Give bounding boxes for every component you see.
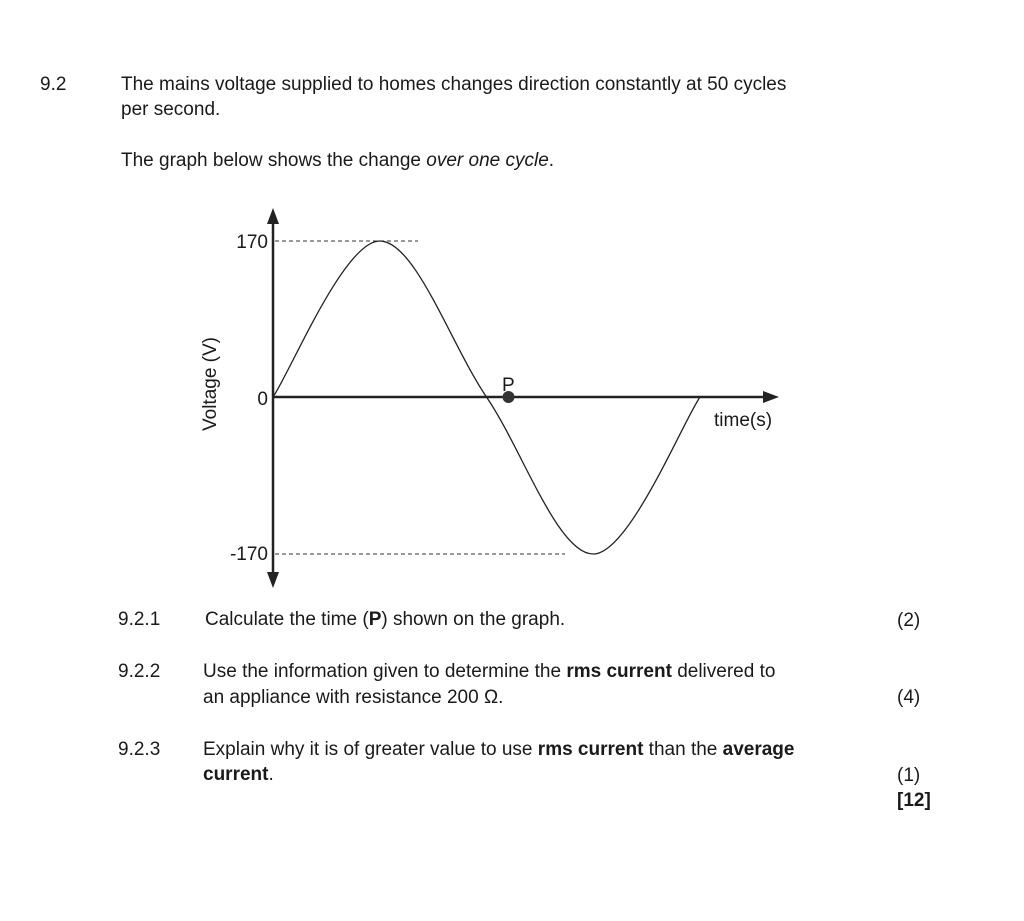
sub-question-text-3-line2 [203, 763, 274, 787]
y-tick-label-minus-170: -170 [229, 544, 268, 565]
y-tick-label-170: 170 [236, 232, 268, 253]
sub-question-number-3: 9.2.3 [118, 739, 161, 760]
question-intro-line1: The mains voltage supplied to homes changes direction constantly at 50 cycles [121, 74, 787, 95]
sub-q3-bold-current: current [203, 764, 269, 785]
sub-q3-bold-average: average [722, 739, 795, 760]
question-intro-line2: per second. [121, 99, 221, 120]
sub-question-text-3-line1 [203, 738, 794, 762]
x-axis-arrow [763, 391, 779, 403]
point-p-label: P [502, 375, 515, 396]
sub-question-number-2: 9.2.2 [118, 661, 161, 682]
sub-question-marks-3: (1) [897, 765, 921, 786]
sub-q3-text-part1: Explain why it is of greater value to use [203, 739, 538, 760]
sub-q3-text-part2: than the [643, 739, 723, 760]
sub-q1-text-part2: ) shown on the graph. [381, 609, 566, 630]
question-number: 9.2 [40, 74, 67, 95]
sub-q3-text-period: . [268, 764, 274, 785]
sub-q2-text-part2: delivered to [671, 661, 776, 682]
sub-question-text-2-line1 [203, 660, 775, 684]
graph-intro-suffix: . [548, 150, 555, 171]
y-axis-label: Voltage (V) [200, 337, 221, 431]
y-axis-arrow-up [267, 208, 279, 224]
sub-question-text-2-line2: an appliance with resistance 200 Ω. [203, 687, 504, 708]
sub-question-text-1 [205, 608, 565, 632]
graph-intro-emphasis: over one cycle [426, 150, 549, 171]
graph-intro-prefix: The graph below shows the change [121, 150, 427, 171]
y-axis-arrow-down [267, 572, 279, 588]
sub-question-number-1: 9.2.1 [118, 609, 161, 630]
sub-q3-bold-rms: rms current [537, 739, 644, 760]
sub-q2-text-part1: Use the information given to determine the [203, 661, 567, 682]
sub-question-marks-1: (2) [897, 610, 921, 631]
x-axis-label: time(s) [714, 410, 773, 431]
sub-q1-text-part1: Calculate the time ( [205, 609, 369, 630]
sub-q2-bold-rms: rms current [566, 661, 672, 682]
y-tick-label-0: 0 [257, 389, 268, 410]
total-marks: [12] [897, 790, 931, 811]
sub-question-marks-2: (4) [897, 687, 921, 708]
sub-q1-bold-p: P [368, 609, 382, 630]
